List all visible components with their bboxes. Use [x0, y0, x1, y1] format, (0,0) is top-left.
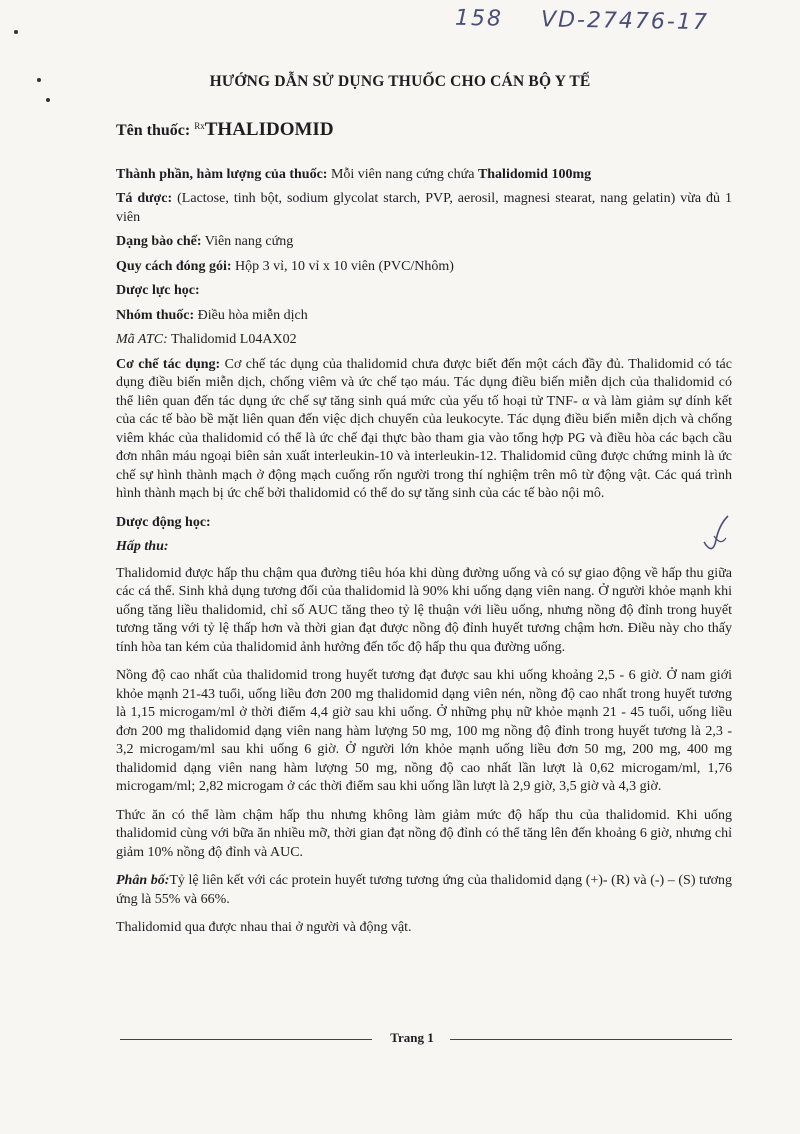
dosage-form [116, 233, 732, 252]
drug-group-text: Điều hòa miễn dịch [194, 307, 308, 323]
scan-speck [14, 30, 18, 34]
composition [116, 166, 732, 185]
packaging [116, 258, 732, 277]
mechanism-of-action [116, 356, 732, 504]
footer-rule-left [120, 1039, 372, 1040]
handwritten-registration-note [455, 6, 709, 35]
drug-name-label: Tên thuốc: [116, 122, 191, 139]
absorption-paragraph: Thức ăn có thể làm chậm hấp thu nhưng không làm giảm mức độ hấp thu của thalidomid. Khi uống thalidomid cùng với bữa ăn nhiều mỡ, thời gian đạt nồng độ đỉnh có thể tăng lên đến khoảng 6 giờ, nhưng chỉ giảm 10% nồng độ đỉnh và AUC. [116, 807, 732, 860]
atc-code [116, 331, 732, 350]
handwritten-note-code: VD-27476-17 [540, 7, 710, 36]
scan-speck [46, 98, 50, 102]
distribution-text: Tỷ lệ liên kết với các protein huyết tương tương ứng của thalidomid dạng (+)- (R) và (-) – (S) tương ứng là 55% và 66%. [116, 873, 732, 907]
excipients-label: Tá dược: [116, 191, 173, 206]
composition-text: Mỗi viên nang cứng chứa [327, 166, 478, 182]
composition-strength: Thalidomid 100mg [477, 166, 592, 182]
excipients [116, 190, 732, 227]
dosage-form-label: Dạng bào chế: [116, 234, 202, 249]
drug-name-line [116, 117, 732, 141]
pharmacodynamics-heading: Dược lực học: [116, 283, 200, 298]
absorption-paragraph: Thalidomid được hấp thu chậm qua đường tiêu hóa khi dùng đường uống và có sự giao động về hấp thu giữa các cá thể. Sinh khả dụng tương đối của thalidomid là 90% khi uống dạng viên nang. Ở người khỏe mạnh khi uống tăng liều thalidomid, chỉ số AUC tăng theo tỷ lệ thuận với liều uống, nhưng nồng độ đỉnh trong huyết tương tăng với tỷ lệ thấp hơn và thời gian đạt được nồng độ đỉnh huyết tương chậm hơn. Điều này cho thấy tính hòa tan kém của thalidomid ảnh hưởng đến tốc độ hấp thu qua đường uống. [116, 565, 732, 655]
atc-text: Thalidomid L04AX02 [167, 332, 297, 347]
placenta-note: Thalidomid qua được nhau thai ở người và động vật. [116, 920, 412, 935]
distribution-label: Phân bố: [116, 873, 170, 888]
footer-rule-right [450, 1039, 732, 1040]
distribution [116, 872, 732, 909]
packaging-text: Hộp 3 vỉ, 10 vỉ x 10 viên (PVC/Nhôm) [231, 258, 454, 274]
packaging-label: Quy cách đóng gói: [116, 258, 232, 274]
pharmacokinetics-heading: Dược động học: [116, 514, 211, 530]
drug-group [116, 307, 732, 326]
composition-label: Thành phần, hàm lượng của thuốc: [116, 166, 328, 182]
page-footer [120, 1030, 732, 1050]
drug-name: THALIDOMID [204, 119, 334, 140]
excipients-text: (Lactose, tinh bột, sodium glycolat starch, PVP, aerosil, magnesi stearat, nang gelatin) vừa đủ 1 viên [116, 191, 733, 225]
page-title: HƯỚNG DẪN SỬ DỤNG THUỐC CHO CÁN BỘ Y TẾ [209, 73, 591, 90]
drug-group-label: Nhóm thuốc: [116, 307, 195, 323]
document-body [116, 117, 732, 944]
prescription-marker: Rx [194, 121, 205, 131]
absorption-paragraph: Nồng độ cao nhất của thalidomid trong huyết tương đạt được sau khi uống khoảng 2,5 - 6 giờ. Ở nam giới khỏe mạnh 21-43 tuổi, uống liều đơn 200 mg thalidomid dạng viên nén, nồng độ cao nhất trong huyết tương là 1,15 microgam/ml ở thời điểm 4,4 giờ sau khi uống. Ở những phụ nữ khỏe mạnh 21 - 45 tuổi, uống liều đơn 200 mg thalidomid dạng viên nang hàm lượng 50 mg, 100 mg nồng độ đỉnh trong huyết tương là 2,3 - 3,2 microgam/ml sau khi uống 6 giờ. Ở người lớn khỏe mạnh uống liều đơn 50 mg, 200 mg, 400 mg thalidomid dạng viên nang hàm lượng 50 mg, nồng độ cao nhất lần lượt là 0,62 microgam/ml, 1,76 microgam/ml; 2,82 microgam ở các thời điểm sau khi uống lần lượt là 2,9 giờ, 3,5 giờ và 4,3 giờ. [116, 668, 732, 794]
atc-label: Mã ATC: [116, 332, 168, 347]
page-number: Trang 1 [390, 1030, 434, 1045]
handwritten-note-number: 158 [454, 5, 504, 32]
absorption-heading: Hấp thu: [116, 539, 169, 554]
mechanism-label: Cơ chế tác dụng: [116, 356, 221, 372]
dosage-form-text: Viên nang cứng [201, 234, 294, 249]
mechanism-text: Cơ chế tác dụng của thalidomid chưa được biết đến một cách đầy đủ. Thalidomid có tác dụng điều biến miễn dịch, chống viêm và ức chế tạo máu. Tác dụng điều biến miễn dịch của thalidomid có thể liên quan đến tác dụng ức chế sự tăng sinh quá mức của yếu tố hoại tử TNF- α và làm giảm sự dính kết của các tế bào bề mặt liên quan đến việc dịch chuyển của leukocyte. Tác dụng điều biến miễn dịch và chống viêm khác của thalidomid có thể là ức chế đại thực bào tham gia vào tổng hợp PG và điều hòa các bạch cầu đơn nhân máu ngoại biên sản xuất interleukin-10 và interleukin-12. Thalidomid cũng được chứng minh là ức chế sự hình thành mạch ở động mạch cuống rốn người trong thí nghiệm trên mô từ động vật. Các quá trình hình thành mạch bị ức chế bởi thalidomid có thể do sự tăng sinh của các tế bào nội mô. [116, 356, 732, 501]
